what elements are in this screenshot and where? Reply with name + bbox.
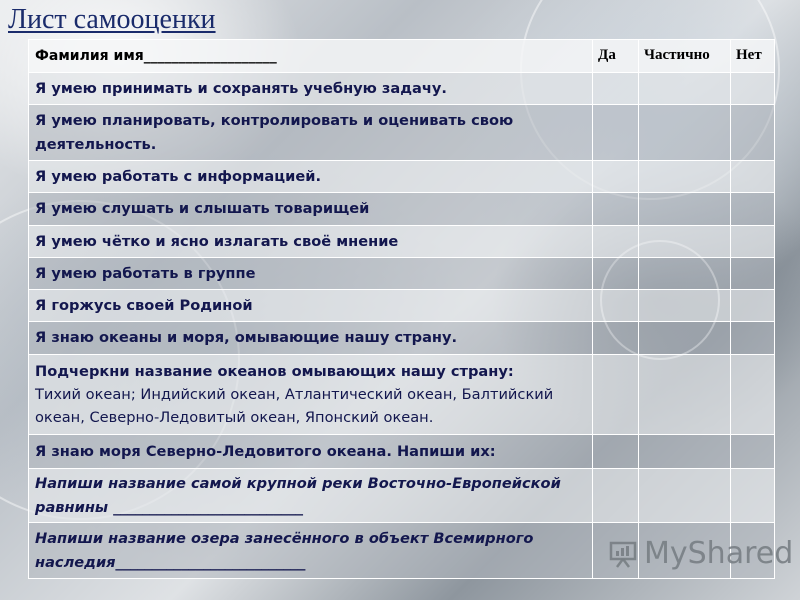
answer-cell-no[interactable] bbox=[731, 105, 775, 161]
answer-cell-no[interactable] bbox=[731, 73, 775, 105]
row-statement bbox=[29, 355, 593, 435]
table-row bbox=[29, 435, 775, 469]
row-statement: Я горжусь своей Родиной bbox=[29, 290, 593, 322]
row-statement: Я умею принимать и сохранять учебную задачу. bbox=[29, 73, 593, 105]
answer-cell-yes[interactable] bbox=[593, 469, 639, 523]
answer-cell-partly[interactable] bbox=[639, 435, 731, 469]
column-header-yes: Да bbox=[593, 40, 639, 73]
row-statement: Я умею планировать, контролировать и оценивать свою деятельность. bbox=[29, 105, 593, 161]
name-field-label[interactable]: Фамилия имя___________________ bbox=[29, 40, 593, 73]
row-statement: Я умею работать в группе bbox=[29, 258, 593, 290]
answer-cell-yes[interactable] bbox=[593, 290, 639, 322]
table-row bbox=[29, 258, 775, 290]
row-statement: Я умею чётко и ясно излагать своё мнение bbox=[29, 226, 593, 258]
answer-cell-partly[interactable] bbox=[639, 469, 731, 523]
table-row bbox=[29, 226, 775, 258]
answer-cell-yes[interactable] bbox=[593, 161, 639, 193]
answer-cell-no[interactable] bbox=[731, 469, 775, 523]
answer-cell-partly[interactable] bbox=[639, 73, 731, 105]
self-assessment-table bbox=[28, 39, 775, 579]
answer-cell-yes[interactable] bbox=[593, 73, 639, 105]
table-header-row bbox=[29, 40, 775, 73]
river-question[interactable]: Напиши название самой крупной реки Восточно-Европейской равнины __________________________ bbox=[35, 475, 561, 516]
lake-question[interactable]: Напиши название озера занесённого в объект Всемирного наследия__________________________ bbox=[35, 530, 534, 571]
answer-cell-no[interactable] bbox=[731, 258, 775, 290]
answer-cell-yes[interactable] bbox=[593, 258, 639, 290]
answer-cell-partly[interactable] bbox=[639, 322, 731, 355]
answer-cell-yes[interactable] bbox=[593, 355, 639, 435]
answer-cell-partly[interactable] bbox=[639, 193, 731, 226]
presentation-board-icon bbox=[608, 539, 638, 569]
table-row bbox=[29, 73, 775, 105]
answer-cell-yes[interactable] bbox=[593, 105, 639, 161]
column-header-partly: Частично bbox=[639, 40, 731, 73]
answer-cell-yes[interactable] bbox=[593, 226, 639, 258]
answer-cell-yes[interactable] bbox=[593, 322, 639, 355]
row-statement: Я умею слушать и слышать товарищей bbox=[29, 193, 593, 226]
answer-cell-partly[interactable] bbox=[639, 290, 731, 322]
answer-cell-yes[interactable] bbox=[593, 435, 639, 469]
table-row bbox=[29, 322, 775, 355]
ocean-options[interactable]: Тихий океан; Индийский океан, Атлантический океан, Балтийский океан, Северно-Ледовитый океан, Японский океан. bbox=[35, 385, 554, 427]
table-row bbox=[29, 161, 775, 193]
table-row bbox=[29, 105, 775, 161]
answer-cell-partly[interactable] bbox=[639, 105, 731, 161]
answer-cell-partly[interactable] bbox=[639, 161, 731, 193]
answer-cell-yes[interactable] bbox=[593, 193, 639, 226]
answer-cell-partly[interactable] bbox=[639, 226, 731, 258]
answer-cell-no[interactable] bbox=[731, 290, 775, 322]
watermark-text: MyShared bbox=[644, 536, 794, 571]
answer-cell-no[interactable] bbox=[731, 322, 775, 355]
answer-cell-no[interactable] bbox=[731, 435, 775, 469]
row-statement bbox=[29, 523, 593, 579]
answer-cell-partly[interactable] bbox=[639, 355, 731, 435]
page-title: Лист самооценки bbox=[8, 4, 216, 35]
answer-cell-no[interactable] bbox=[731, 226, 775, 258]
table-row bbox=[29, 355, 775, 435]
answer-cell-no[interactable] bbox=[731, 355, 775, 435]
answer-cell-no[interactable] bbox=[731, 161, 775, 193]
table-row bbox=[29, 469, 775, 523]
column-header-no: Нет bbox=[731, 40, 775, 73]
myshared-watermark bbox=[608, 536, 793, 571]
row-statement bbox=[29, 469, 593, 523]
table-row bbox=[29, 193, 775, 226]
answer-cell-partly[interactable] bbox=[639, 258, 731, 290]
table-row bbox=[29, 290, 775, 322]
row-statement: Я знаю моря Северно-Ледовитого океана. Напиши их: bbox=[29, 435, 593, 469]
row-statement: Я умею работать с информацией. bbox=[29, 161, 593, 193]
answer-cell-no[interactable] bbox=[731, 193, 775, 226]
task-instruction: Подчеркни название океанов омывающих нашу страну: bbox=[35, 362, 514, 380]
row-statement: Я знаю океаны и моря, омывающие нашу страну. bbox=[29, 322, 593, 355]
